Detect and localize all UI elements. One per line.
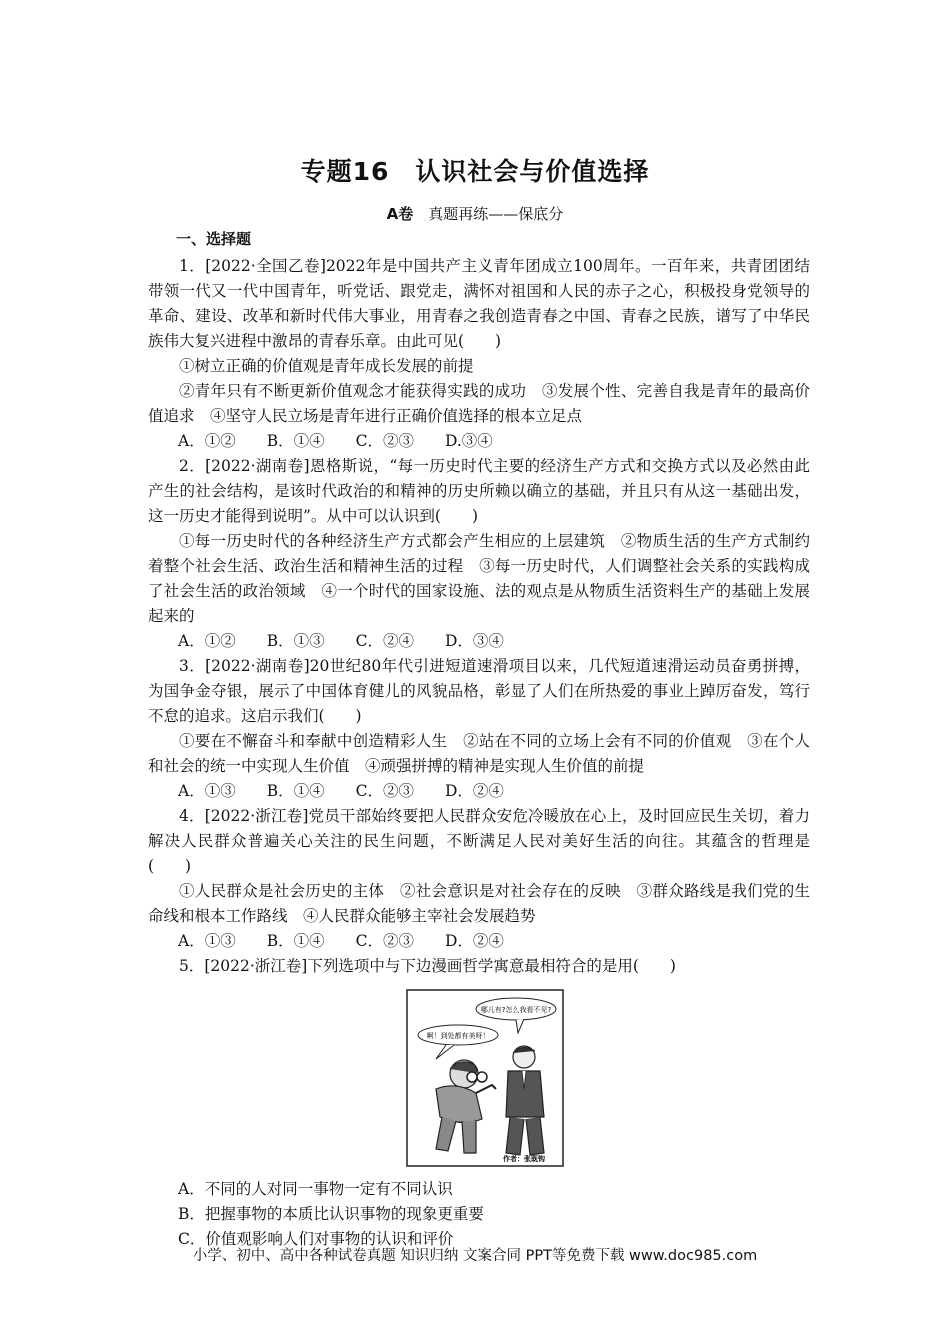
q4-items: ①人民群众是社会历史的主体 ②社会意识是对社会存在的反映 ③群众路线是我们党的生命线和根本工作路线 ④人民群众能够主宰社会发展趋势 — [148, 882, 810, 925]
q3-options: A．①③ B．①④ C．②③ D．②④ — [178, 782, 504, 800]
q3-stem: 3．[2022·湖南卷]20世纪80年代引进短道速滑项目以来，几代短道速滑运动员奋勇拼搏，为国争金夺银，展示了中国体育健儿的风貌品格，彰显了人们在所热爱的事业上踔厉奋发，笃行不怠的追求。这启示我们( ) — [148, 657, 810, 725]
bubble-left-text: 啊！到处都有美呀！ — [426, 1032, 490, 1040]
volume-label: A卷 — [386, 205, 414, 223]
subtitle-text: 真题再练——保底分 — [428, 205, 564, 223]
question-list — [148, 254, 810, 1252]
q5-stem: 5．[2022·浙江卷]下列选项中与下边漫画哲学寓意最相符合的是用( ) — [179, 957, 676, 975]
q1-item-1: ①树立正确的价值观是青年成长发展的前提 — [179, 357, 474, 375]
q2-stem: 2．[2022·湖南卷]恩格斯说，“每一历史时代主要的经济生产方式和交换方式以及必然由此产生的社会结构，是该时代政治的和精神的历史所赖以确立的基础，并且只有从这一基础出发，这一历史才能得到说明”。从中可以认识到( ) — [148, 457, 810, 525]
bubble-right-text: 哪儿有?怎么我看不见? — [480, 1006, 552, 1014]
q2-items: ①每一历史时代的各种经济生产方式都会产生相应的上层建筑 ②物质生活的生产方式制约着整个社会生活、政治生活和精神生活的过程 ③每一历史时代，人们调整社会关系的实践构成了社会生活的政治领域 ④一个时代的国家设施、法的观点是从物质生活资料生产的基础上发展起来的 — [148, 532, 810, 625]
q5-option-c: C．价值观影响人们对事物的认识和评价 — [178, 1230, 454, 1248]
footer-text: 小学、初中、高中各种试卷真题 知识归纳 文案合同 PPT等免费下载 www.doc985.com — [192, 1248, 758, 1264]
q1-items: ②青年只有不断更新价值观念才能获得实践的成功 ③发展个性、完善自我是青年的最高价值追求 ④坚守人民立场是青年进行正确价值选择的根本立足点 — [148, 382, 810, 425]
section-heading: 一、选择题 — [176, 230, 252, 248]
cartoon-author: 作者：张既钩 — [503, 1155, 545, 1163]
q4-options: A．①③ B．①④ C．②③ D．②④ — [178, 932, 504, 950]
page-title: 专题16 认识社会与价值选择 — [300, 157, 650, 186]
q5-option-b: B．把握事物的本质比认识事物的现象更重要 — [178, 1205, 484, 1223]
subtitle — [0, 203, 950, 224]
q2-options: A．①② B．①③ C．②④ D．③④ — [178, 632, 504, 650]
q4-stem: 4．[2022·浙江卷]党员干部始终要把人民群众安危冷暖放在心上，及时回应民生关切，着力解决人民群众普遍关心关注的民生问题，不断满足人民对美好生活的向往。其蕴含的哲理是( ) — [148, 807, 810, 875]
q3-items: ①要在不懈奋斗和奉献中创造精彩人生 ②站在不同的立场上会有不同的价值观 ③在个人和社会的统一中实现人生价值 ④顽强拼搏的精神是实现人生价值的前提 — [148, 732, 810, 775]
glasses-icon-2 — [477, 1072, 487, 1082]
glasses-icon — [467, 1072, 477, 1082]
left-man-leg-2 — [462, 1121, 476, 1153]
q1-options: A．①② B．①④ C．②③ D.③④ — [178, 432, 493, 450]
q1-stem: 1．[2022·全国乙卷]2022年是中国共产主义青年团成立100周年。一百年来，共青团团结带领一代又一代中国青年，听党话、跟党走，满怀对祖国和人民的赤子之心，积极投身党领导的革命、建设、改革和新时代伟大事业，用青春之我创造青春之中国、青春之民族，谱写了中华民族伟大复兴进程中激昂的青春乐章。由此可见( ) — [148, 257, 810, 350]
cartoon-illustration — [406, 989, 564, 1167]
q5-option-a: A．不同的人对同一事物一定有不同认识 — [178, 1180, 453, 1198]
